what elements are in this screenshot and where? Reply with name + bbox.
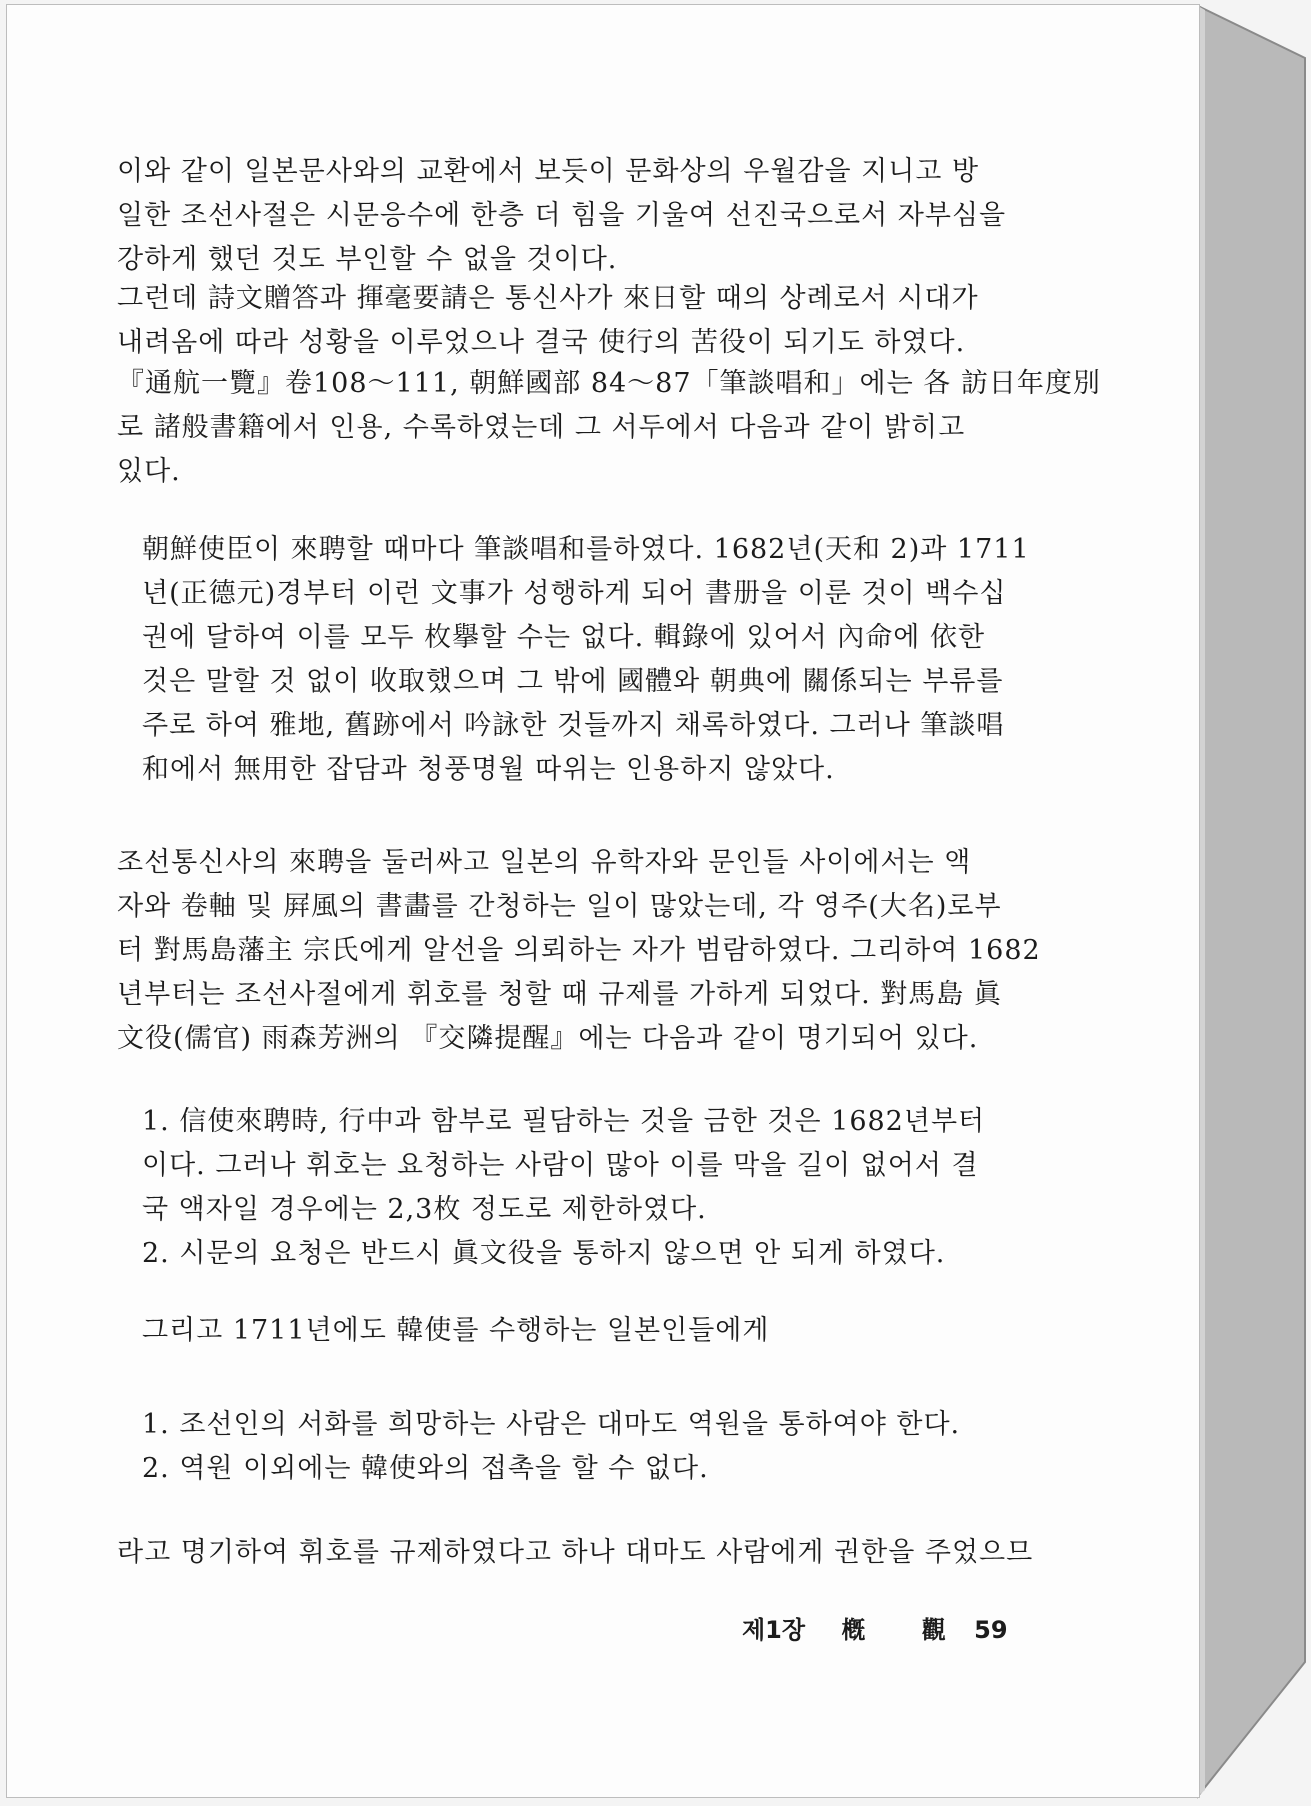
text-line: 이와 같이 일본문사와의 교환에서 보듯이 문화상의 우월감을 지니고 방 xyxy=(117,156,980,187)
text-line: 로 諸般書籍에서 인용, 수록하였는데 그 서두에서 다음과 같이 밝히고 xyxy=(117,412,966,443)
numbered-list-1 xyxy=(142,1100,985,1276)
list-item: 1. 信使來聘時, 行中과 함부로 필담하는 것을 금한 것은 1682년부터 xyxy=(142,1106,986,1137)
numbered-list-2 xyxy=(142,1403,960,1491)
page-footer xyxy=(742,1610,1008,1645)
list-item: 2. 역원 이외에는 韓使와의 접촉을 할 수 없다. xyxy=(142,1453,709,1484)
text-line: 文役(儒官) 雨森芳洲의 『交隣提醒』에는 다음과 같이 명기되어 있다. xyxy=(117,1023,979,1054)
paragraph-1 xyxy=(117,150,1006,282)
list-item: 국 액자일 경우에는 2,3枚 정도로 제한하였다. xyxy=(142,1194,707,1225)
text-line: 내려옴에 따라 성황을 이루었으나 결국 使行의 苦役이 되기도 하였다. xyxy=(117,327,966,358)
text-line: 『通航一覽』卷108～111, 朝鮮國部 84～87「筆談唱和」에는 各 訪日年度別 xyxy=(117,368,1101,399)
paragraph-6 xyxy=(117,1531,1033,1575)
book-page xyxy=(6,4,1200,1798)
text-line: 있다. xyxy=(117,456,181,487)
book-page-edge xyxy=(1198,6,1305,1796)
chapter-title-part-2: 觀 xyxy=(921,1616,946,1644)
paragraph-2 xyxy=(117,277,979,365)
paragraph-3 xyxy=(117,362,1101,494)
chapter-label: 제1장 xyxy=(742,1616,806,1644)
text-line: 그리고 1711년에도 韓使를 수행하는 일본인들에게 xyxy=(142,1315,770,1346)
text-line: 터 對馬島藩主 宗氏에게 알선을 의뢰하는 자가 범람하였다. 그리하여 1682 xyxy=(117,935,1041,966)
text-line: 그런데 詩文贈答과 揮毫要請은 통신사가 來日할 때의 상례로서 시대가 xyxy=(117,283,979,314)
text-line: 자와 卷軸 및 屛風의 書畵를 간청하는 일이 많았는데, 각 영주(大名)로부 xyxy=(117,891,1002,922)
list-item: 이다. 그러나 휘호는 요청하는 사람이 많아 이를 막을 길이 없어서 결 xyxy=(142,1150,979,1181)
text-line: 주로 하여 雅地, 舊跡에서 吟詠한 것들까지 채록하였다. 그러나 筆談唱 xyxy=(142,710,1005,741)
list-item: 2. 시문의 요청은 반드시 眞文役을 통하지 않으면 안 되게 하였다. xyxy=(142,1238,946,1269)
paragraph-4 xyxy=(117,841,1041,1061)
text-line: 朝鮮使臣이 來聘할 때마다 筆談唱和를하였다. 1682년(天和 2)과 1711 xyxy=(142,534,1030,565)
paragraph-5 xyxy=(142,1309,769,1353)
text-line: 년부터는 조선사절에게 휘호를 청할 때 규제를 가하게 되었다. 對馬島 眞 xyxy=(117,979,1002,1010)
text-line: 和에서 無用한 잡담과 청풍명월 따위는 인용하지 않았다. xyxy=(142,754,835,785)
chapter-title-part-1: 槪 xyxy=(841,1616,866,1644)
text-line: 년(正德元)경부터 이런 文事가 성행하게 되어 書册을 이룬 것이 백수십 xyxy=(142,578,1007,609)
block-quote xyxy=(142,528,1030,792)
text-line: 권에 달하여 이를 모두 枚擧할 수는 없다. 輯錄에 있어서 內命에 依한 xyxy=(142,622,986,653)
text-line: 조선통신사의 來聘을 둘러싸고 일본의 유학자와 문인들 사이에서는 액 xyxy=(117,847,972,878)
text-line: 강하게 했던 것도 부인할 수 없을 것이다. xyxy=(117,244,618,275)
text-line: 라고 명기하여 휘호를 규제하였다고 하나 대마도 사람에게 권한을 주었으므 xyxy=(117,1537,1034,1568)
text-line: 것은 말할 것 없이 收取했으며 그 밖에 國體와 朝典에 關係되는 부류를 xyxy=(142,666,1004,697)
text-line: 일한 조선사절은 시문응수에 한층 더 힘을 기울여 선진국으로서 자부심을 xyxy=(117,200,1007,231)
list-item: 1. 조선인의 서화를 희망하는 사람은 대마도 역원을 통하여야 한다. xyxy=(142,1409,961,1440)
page-number: 59 xyxy=(974,1616,1008,1644)
